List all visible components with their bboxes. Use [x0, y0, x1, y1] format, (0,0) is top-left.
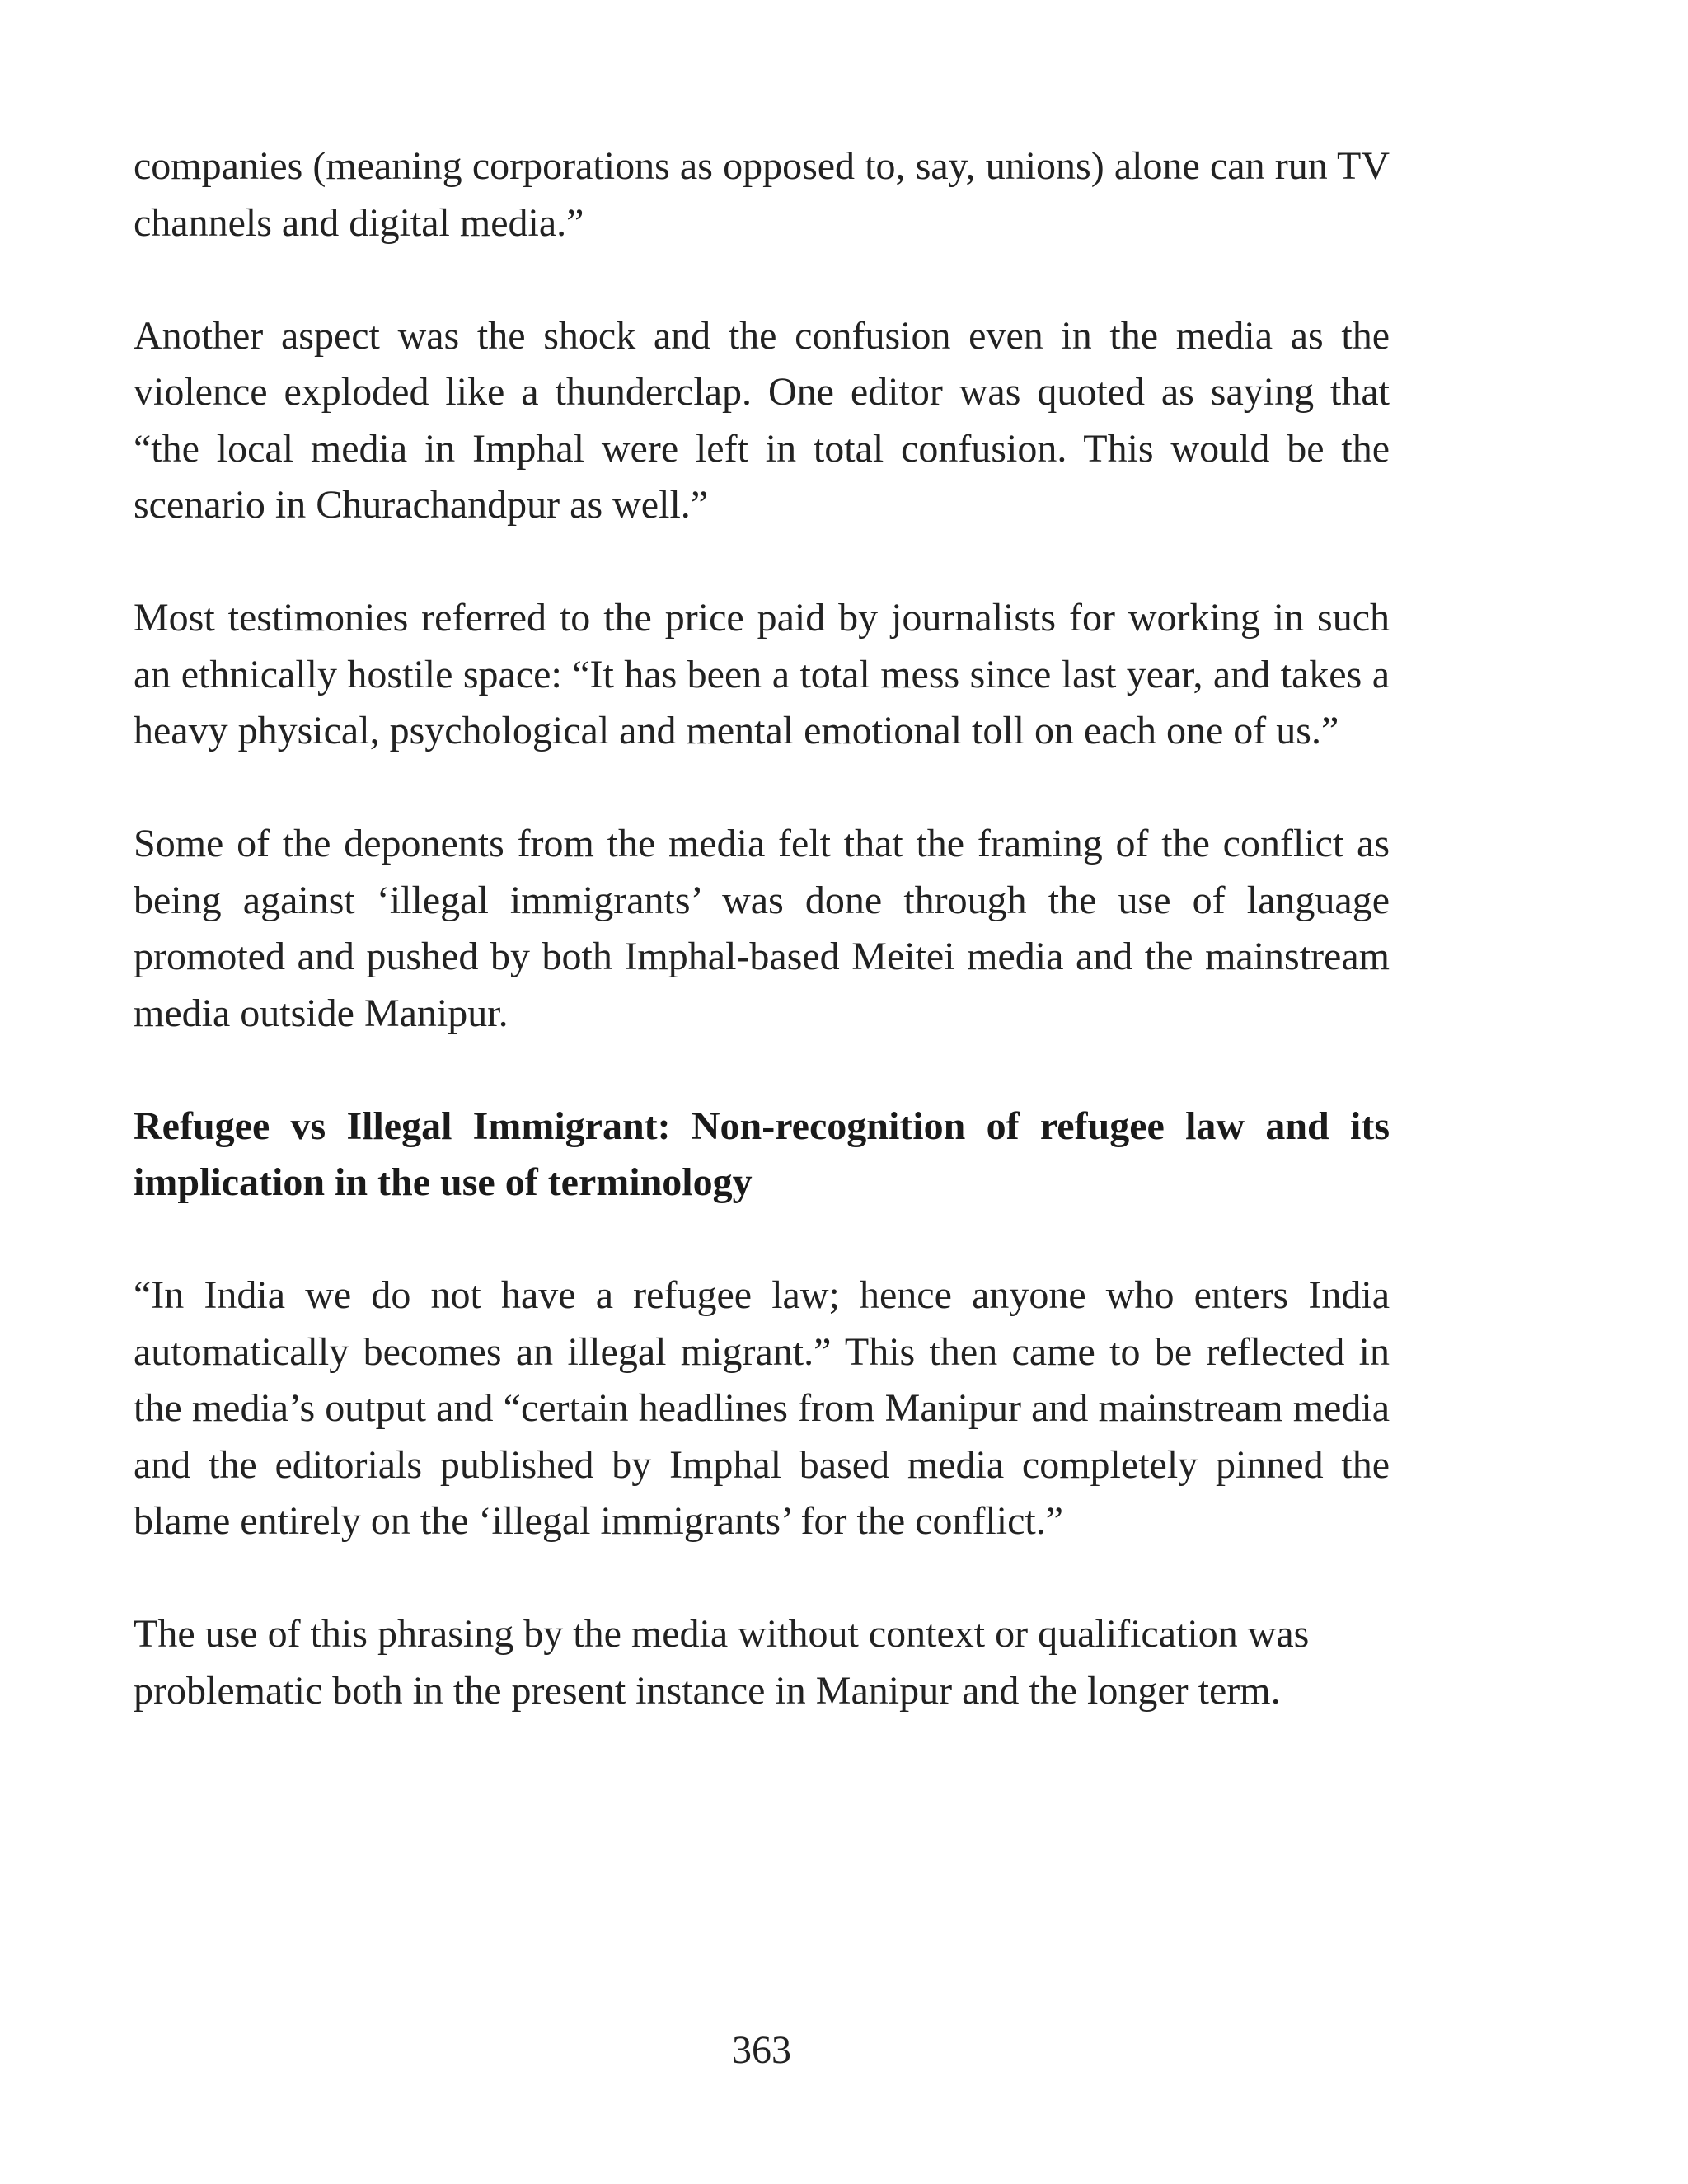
paragraph-2: Another aspect was the shock and the confusion even in the media as the violence exploded like a thunderclap. One editor was quoted as saying that “the local media in Imphal were left in total confusion. This would be the scenario in Churachandpur as well.”	[134, 313, 1390, 527]
paragraph-5: “In India we do not have a refugee law; hence anyone who enters India automatically becomes an illegal migrant.” This then came to be reflected in the media’s output and “certain headlines from Manipur and mainstream media and the editorials published by Imphal based media completely pinned the blame entirely on the ‘illegal immigrants’ for the conflict.”	[134, 1273, 1390, 1543]
section-heading: Refugee vs Illegal Immigrant: Non-recognition of refugee law and its implication in the use of terminology	[134, 1104, 1390, 1204]
paragraph-1: companies (meaning corporations as opposed to, say, unions) alone can run TV channels and digital media.”	[134, 144, 1390, 245]
page-body	[134, 138, 1390, 1719]
paragraph-4: Some of the deponents from the media felt that the framing of the conflict as being against ‘illegal immigrants’ was done through the use of language promoted and pushed by both Imphal-based Meitei media and the mainstream media outside Manipur.	[134, 822, 1390, 1035]
page-number: 363	[732, 2028, 791, 2072]
paragraph-3: Most testimonies referred to the price paid by journalists for working in such an ethnically hostile space: “It has been a total mess since last year, and takes a heavy physical, psychological and mental emotional toll on each one of us.”	[134, 596, 1390, 752]
paragraph-6: The use of this phrasing by the media without context or qualification was problematic both in the present instance in Manipur and the longer term.	[134, 1612, 1310, 1713]
